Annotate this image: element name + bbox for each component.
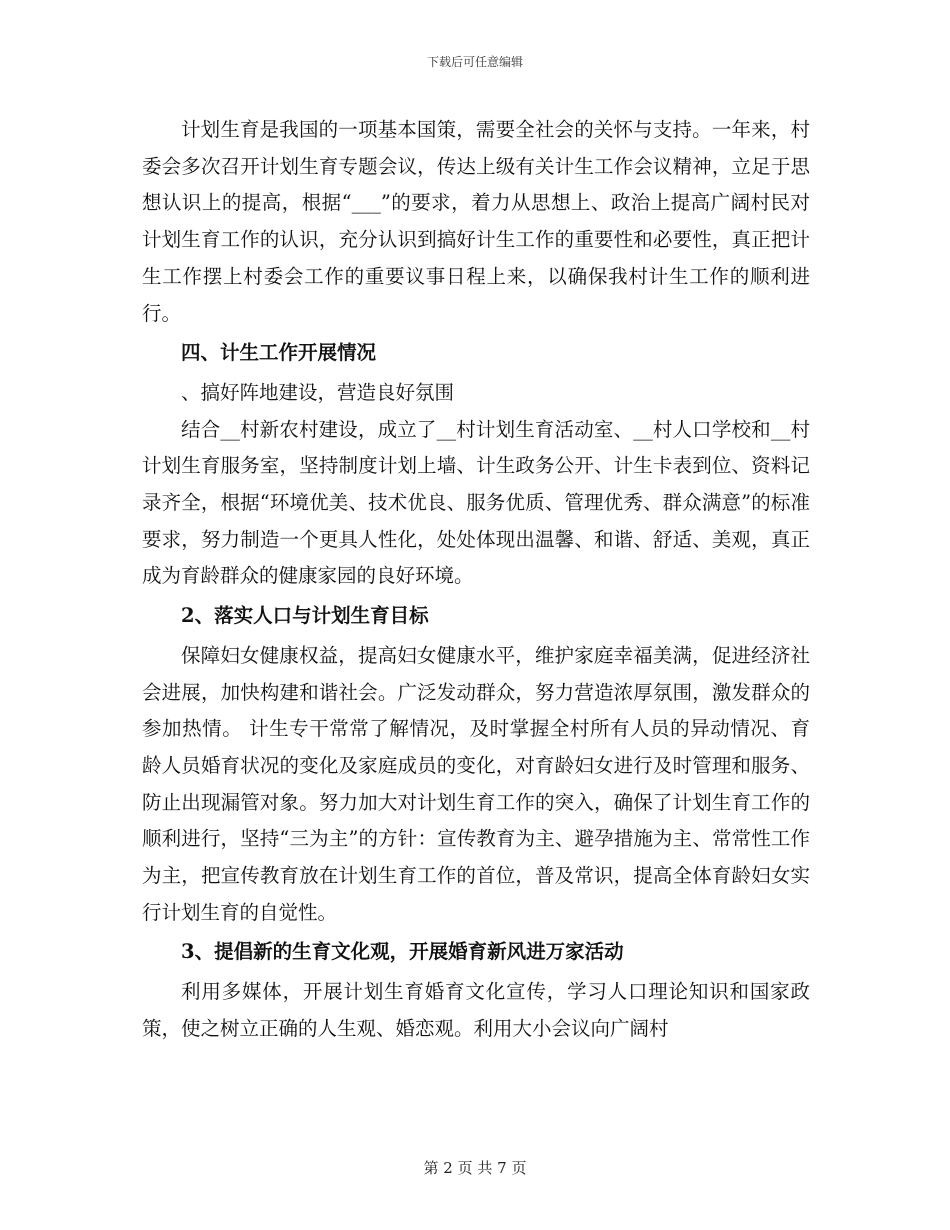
- page-header: 下载后可任意编辑: [426, 55, 523, 69]
- subsection-heading-2: 2、落实人口与计划生育目标: [181, 604, 429, 628]
- paragraph-facility-construction: 结合__村新农村建设，成立了__村计划生育活动室、__村人口学校和__村计划生育服务室，坚持制度计划上墙、计生政务公开、计生卡表到位、资料记录齐全，根据“环境优美、技术优良、服务优质、管理优秀、群众满意”的标准要求，努力制造一个更具人性化，处处体现出温馨、和谐、舒适、美观，真正成为育龄群众的健康家园的良好环境。: [142, 417, 810, 588]
- paragraph-family-planning-policy: 计划生育是我国的一项基本国策，需要全社会的关怀与支持。一年来，村委会多次召开计划生育专题会议，传达上级有关计生工作会议精神，立足于思想认识上的提高，根据“___”的要求，着力从思想上、政治上提高广阔村民对计划生育工作的认识，充分认识到搞好计生工作的重要性和必要性，真正把计生工作摆上村委会工作的重要议事日程上来，以确保我村计生工作的顺利进行。: [142, 118, 810, 325]
- subsection-heading-1: 、搞好阵地建设，营造良好氛围: [181, 380, 455, 404]
- page-number: 第 2 页 共 7 页: [423, 1159, 527, 1177]
- document-body: [142, 112, 810, 1048]
- subsection-heading-3: 3、提倡新的生育文化观，开展婚育新风进万家活动: [181, 940, 624, 964]
- paragraph-birth-culture: 利用多媒体，开展计划生育婚育文化宣传，学习人口理论知识和国家政策，使之树立正确的人生观、婚恋观。利用大小会议向广阔村: [142, 980, 810, 1040]
- paragraph-population-goals: 保障妇女健康权益，提高妇女健康水平，维护家庭幸福美满，促进经济社会进展，加快构建和谐社会。广泛发动群众，努力营造浓厚氛围，激发群众的参加热情。 计生专干常常了解情况，及时掌握全村所有人员的异动情况、育龄人员婚育状况的变化及家庭成员的变化，对育龄妇女进行及时管理和服务、防止出现漏管对象。努力加大对计划生育工作的突入，确保了计划生育工作的顺利进行，坚持“三为主”的方针：宣传教育为主、避孕措施为主、常常性工作为主，把宣传教育放在计划生育工作的首位，普及常识，提高全体育龄妇女实行计划生育的自觉性。: [142, 643, 810, 924]
- section-heading-4: 四、计生工作开展情况: [181, 341, 377, 365]
